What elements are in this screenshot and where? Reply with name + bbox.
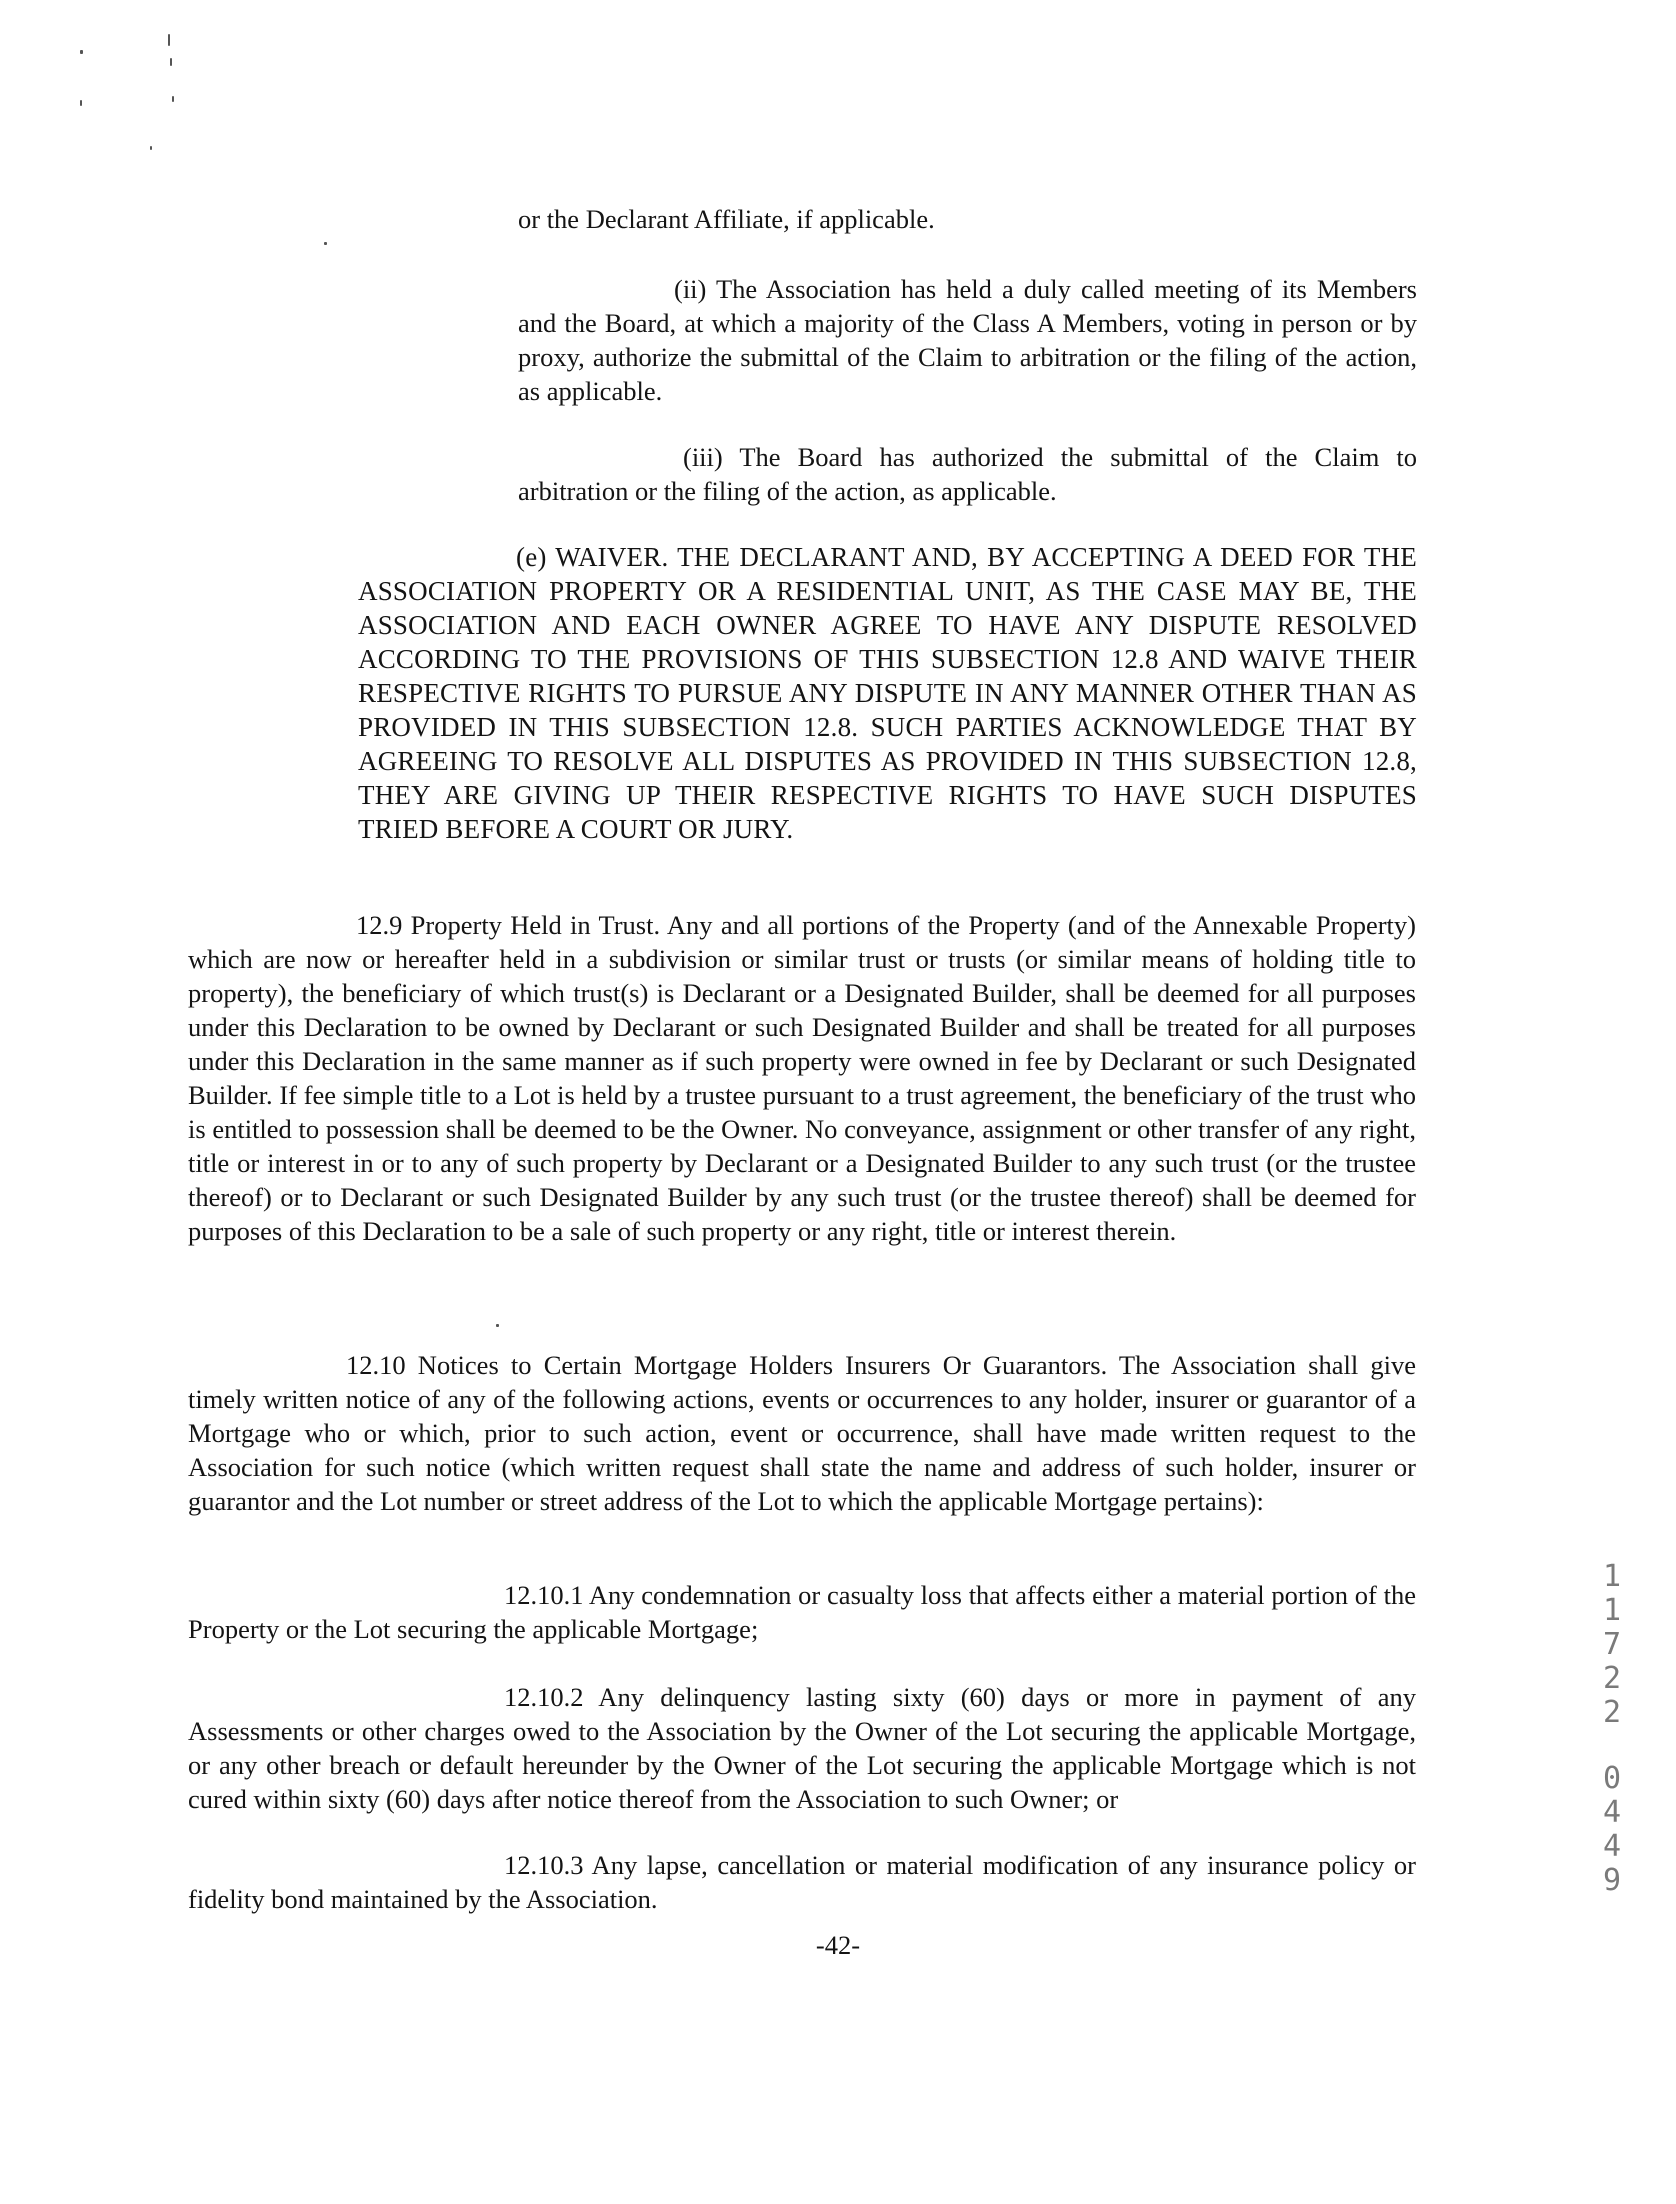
stamp-digit: 1 bbox=[1602, 1593, 1622, 1628]
paragraph-continuation: or the Declarant Affiliate, if applicable. bbox=[518, 204, 935, 234]
page-number: -42- bbox=[815, 1930, 861, 1960]
scan-speck bbox=[80, 100, 82, 106]
stamp-digit: 2 bbox=[1602, 1661, 1622, 1696]
paragraph-clause-ii: (ii) The Association has held a duly called meeting of its Members and the Board, at which a majority of the Class A Members, voting in person or by proxy, authorize the submittal of the Claim to arbitration or the filing of the action, as applicable. bbox=[518, 274, 1417, 406]
stamp-digit: 2 bbox=[1602, 1695, 1622, 1730]
stamp-digit: 9 bbox=[1602, 1863, 1622, 1898]
paragraph-section-12-9: 12.9 Property Held in Trust. Any and all portions of the Property (and of the Annexable Property) which are now or hereafter held in a subdivision or similar trust or trusts (or similar means of holding title to property), the beneficiary of which trust(s) is Declarant or a Designated Builder, shall be deemed for all purposes under this Declaration to be owned by Declarant or such Designated Builder and shall be treated for all purposes under this Declaration in the same manner as if such property were owned in fee by Declarant or such Designated Builder. If fee simple title to a Lot is held by a trustee pursuant to a trust agreement, the beneficiary of the trust who is entitled to possession shall be deemed to be the Owner. No conveyance, assignment or other transfer of any right, title or interest in or to any of such property by Declarant or a Designated Builder to any such trust (or the trustee thereof) or to Declarant or such Designated Builder by any such trust (or the trustee thereof) shall be deemed for purposes of this Declaration to be a sale of such property or any right, title or interest therein. bbox=[188, 910, 1416, 1246]
paragraph-waiver: (e) WAIVER. THE DECLARANT AND, BY ACCEPTING A DEED FOR THE ASSOCIATION PROPERTY OR A RESIDENTIAL UNIT, AS THE CASE MAY BE, THE ASSOCIATION AND EACH OWNER AGREE TO HAVE ANY DISPUTE RESOLVED ACCORDING TO THE PROVISIONS OF THIS SUBSECTION 12.8 AND WAIVE THEIR RESPECTIVE RIGHTS TO PURSUE ANY DISPUTE IN ANY MANNER OTHER THAN AS PROVIDED IN THIS SUBSECTION 12.8. SUCH PARTIES ACKNOWLEDGE THAT BY AGREEING TO RESOLVE ALL DISPUTES AS PROVIDED IN THIS SUBSECTION 12.8, THEY ARE GIVING UP THEIR RESPECTIVE RIGHTS TO HAVE SUCH DISPUTES TRIED BEFORE A COURT OR JURY. bbox=[358, 542, 1417, 844]
paragraph-section-12-10-3: 12.10.3 Any lapse, cancellation or material modification of any insurance policy or fidelity bond maintained by the Association. bbox=[188, 1850, 1416, 1914]
paragraph-clause-iii: (iii) The Board has authorized the submittal of the Claim to arbitration or the filing of the action, as applicable. bbox=[518, 442, 1417, 506]
scan-speck bbox=[168, 34, 170, 46]
paragraph-section-12-10: 12.10 Notices to Certain Mortgage Holders Insurers Or Guarantors. The Association shall give timely written notice of any of the following actions, events or occurrences to any holder, insurer or guarantor of a Mortgage who or which, prior to such action, event or occurrence, shall have made written request to the Association for such notice (which written request shall state the name and address of such holder, insurer or guarantor and the Lot number or street address of the Lot to which the applicable Mortgage pertains): bbox=[188, 1350, 1416, 1516]
stamp-digit: 7 bbox=[1602, 1627, 1622, 1662]
stamp-digit: 4 bbox=[1602, 1829, 1622, 1864]
scan-speck bbox=[150, 146, 152, 150]
scan-speck bbox=[80, 50, 83, 54]
scan-speck bbox=[172, 96, 174, 102]
stamp-digit: 4 bbox=[1602, 1795, 1622, 1830]
scan-speck bbox=[324, 242, 327, 245]
paragraph-section-12-10-2: 12.10.2 Any delinquency lasting sixty (60) days or more in payment of any Assessments or other charges owed to the Association by the Owner of the Lot securing the applicable Mortgage, or any other breach or default hereunder by the Owner of the Lot securing the applicable Mortgage which is not cured within sixty (60) days after notice thereof from the Association to such Owner; or bbox=[188, 1682, 1416, 1814]
stamp-digit: 0 bbox=[1602, 1761, 1622, 1796]
stamp-gap bbox=[1598, 1730, 1626, 1762]
scan-speck bbox=[170, 58, 172, 66]
paragraph-section-12-10-1: 12.10.1 Any condemnation or casualty loss that affects either a material portion of the Property or the Lot securing the applicable Mortgage; bbox=[188, 1580, 1416, 1644]
recording-stamp bbox=[1598, 1560, 1626, 1898]
scan-speck bbox=[496, 1324, 499, 1327]
stamp-digit: 1 bbox=[1602, 1559, 1622, 1594]
